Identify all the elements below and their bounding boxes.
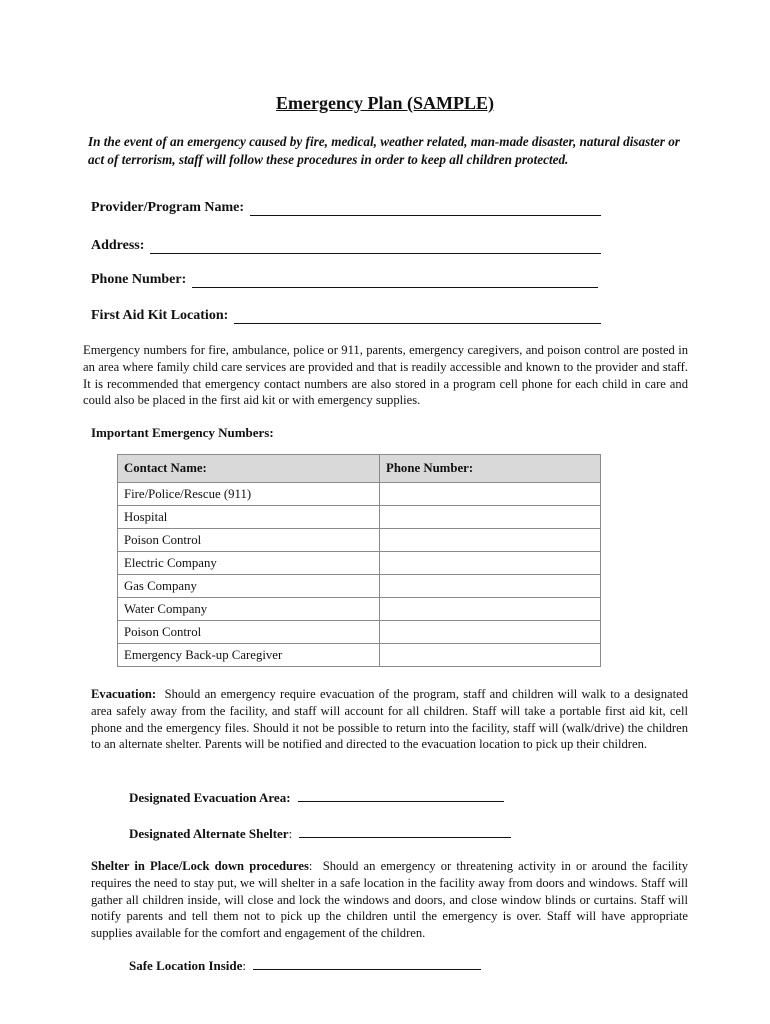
contact-name-header: Contact Name: [118, 455, 380, 483]
evacuation-label: Evacuation: [91, 687, 157, 701]
designated-area-label: Designated Evacuation Area: [129, 790, 291, 805]
phone-number-cell[interactable] [380, 621, 601, 644]
contact-name-cell: Gas Company [118, 575, 380, 598]
evacuation-paragraph [91, 686, 688, 753]
phone-number-cell[interactable] [380, 644, 601, 667]
emergency-numbers-paragraph: Emergency numbers for fire, ambulance, police or 911, parents, emergency caregivers, and poison control are posted in an area where family child care services are provided and that is readily accessible and known to the provider and staff. It is recommended that emergency contact numbers are also stored in a program cell phone for each child in care and could also be placed in the first aid kit or with emergency supplies. [83, 343, 688, 408]
contact-name-cell: Water Company [118, 598, 380, 621]
designated-area-input-line[interactable] [298, 789, 504, 802]
phone-number-cell[interactable] [380, 506, 601, 529]
first-aid-field [91, 308, 601, 324]
first-aid-input-line[interactable] [234, 309, 601, 324]
safe-location-input-line[interactable] [253, 957, 481, 970]
table-row [118, 552, 601, 575]
designated-shelter-label: Designated Alternate Shelter [129, 826, 289, 841]
table-row [118, 483, 601, 506]
address-field [91, 238, 601, 254]
table-row [118, 529, 601, 552]
phone-field [91, 272, 598, 288]
table-row [118, 506, 601, 529]
designated-area-field [129, 789, 504, 806]
phone-number-cell[interactable] [380, 598, 601, 621]
provider-field [91, 200, 601, 216]
provider-input-line[interactable] [250, 201, 601, 216]
phone-number-cell[interactable] [380, 483, 601, 506]
important-numbers-heading: Important Emergency Numbers: [91, 425, 274, 440]
page-title: Emergency Plan (SAMPLE) [276, 93, 494, 113]
provider-label: Provider/Program Name: [91, 200, 245, 215]
contact-name-cell: Hospital [118, 506, 380, 529]
table-row [118, 621, 601, 644]
contact-name-cell: Poison Control [118, 529, 380, 552]
shelter-label: Shelter in Place/Lock down procedures [91, 859, 309, 873]
address-input-line[interactable] [150, 239, 601, 254]
safe-location-label: Safe Location Inside [129, 958, 243, 973]
evacuation-text: Should an emergency require evacuation of the program, staff and children will walk to a designated area safely away from the facility, and staff will account for all children. Staff will take a portable first aid kit, cell phone and the emergency files. Should it not be possible to return into the facility, staff will (walk/drive) the children to an alternate shelter. Parents will be notified and directed to the evacuation location to pick up their children. [91, 687, 689, 752]
contact-name-cell: Emergency Back-up Caregiver [118, 644, 380, 667]
contact-name-cell: Poison Control [118, 621, 380, 644]
table-row [118, 644, 601, 667]
phone-label: Phone Number: [91, 272, 187, 287]
safe-location-field: Safe Location Inside: [129, 957, 481, 974]
table-header-row [118, 455, 601, 483]
shelter-text: Should an emergency or threatening activity in or around the facility requires the need to stay put, we will shelter in a safe location in the facility away from doors and windows. Staff will gather all children inside, will close and lock the windows and doors, and close window blinds or curtains. Staff will notify parents and tell them not to pick up the children until the emergency is over. Staff will have appropriate supplies available for the comfort and engagement of the children. [91, 859, 688, 941]
contact-name-cell: Electric Company [118, 552, 380, 575]
phone-number-cell[interactable] [380, 552, 601, 575]
designated-shelter-field: Designated Alternate Shelter: [129, 825, 511, 842]
table-row [118, 598, 601, 621]
emergency-numbers-table [117, 454, 601, 667]
intro-text: In the event of an emergency caused by fire, medical, weather related, man-made disaster, natural disaster or act of terrorism, staff will follow these procedures in order to keep all children protected. [88, 134, 680, 167]
contact-name-cell: Fire/Police/Rescue (911) [118, 483, 380, 506]
address-label: Address: [91, 238, 145, 253]
shelter-paragraph: Shelter in Place/Lock down procedures: Should an emergency or threatening activity in or around the facility requires the need to stay put, we will shelter in a safe location in the facility away from doors and windows. Staff will gather all children inside, will close and lock the windows and doors, and close window blinds or curtains. Staff will notify parents and tell them not to pick up the children until the emergency is over. Staff will have appropriate supplies available for the comfort and engagement of the children. [91, 859, 688, 941]
phone-input-line[interactable] [192, 273, 598, 288]
table-row [118, 575, 601, 598]
phone-number-cell[interactable] [380, 575, 601, 598]
phone-number-header: Phone Number: [380, 455, 601, 483]
phone-number-cell[interactable] [380, 529, 601, 552]
designated-shelter-input-line[interactable] [299, 825, 511, 838]
first-aid-label: First Aid Kit Location: [91, 308, 229, 323]
